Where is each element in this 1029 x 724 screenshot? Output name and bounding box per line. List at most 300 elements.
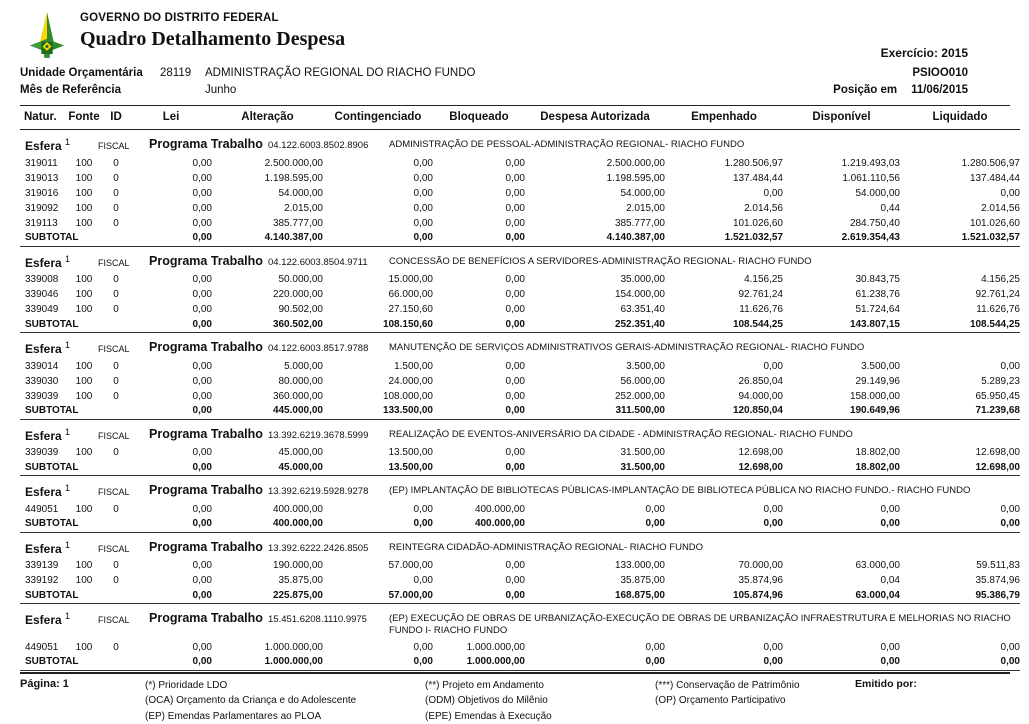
subtotal-label: SUBTOTAL: [20, 589, 130, 604]
cell-natureza: 319092: [20, 201, 66, 216]
section-header-row: [20, 246, 1020, 273]
column-header-row: [20, 106, 1020, 130]
table-row: [20, 446, 1020, 461]
cell-fonte: 100: [66, 216, 102, 231]
cell-value: 133.000,00: [525, 559, 665, 574]
cell-id: 0: [102, 303, 130, 318]
cell-id: 0: [102, 502, 130, 517]
section-header-row: [20, 419, 1020, 446]
cell-value: 0,00: [130, 156, 212, 171]
cell-value: 61.238,76: [783, 288, 900, 303]
subtotal-label: SUBTOTAL: [20, 404, 130, 419]
cell-value: 5.000,00: [212, 359, 323, 374]
subtotal-value: 0,00: [130, 461, 212, 476]
subtotal-value: 4.140.387,00: [525, 231, 665, 246]
esfera-label: Esfera $^1$: [25, 254, 98, 270]
cell-fonte: 100: [66, 374, 102, 389]
subtotal-value: 0,00: [433, 318, 525, 333]
programa-trabalho-label: Programa Trabalho: [149, 611, 268, 625]
subtotal-value: 0,00: [433, 231, 525, 246]
cell-value: 65.950,45: [900, 389, 1020, 404]
programa-description: (EP) IMPLANTAÇÃO DE BIBLIOTECAS PÚBLICAS-IMPLANTAÇÃO DE BIBLIOTECA PÚBLICA NO RIACHO FUNDO.- RIACHO FUNDO: [389, 483, 1020, 497]
subtotal-value: 0,00: [783, 517, 900, 532]
cell-value: 0,00: [665, 359, 783, 374]
legend-item: (*) Prioridade LDO: [145, 678, 425, 694]
esfera-type: FISCAL: [98, 611, 149, 627]
legend-item: (OCA) Orçamento da Criança e do Adolescente: [145, 693, 425, 709]
column-header-id: ID: [102, 106, 130, 130]
table-row: [20, 156, 1020, 171]
cell-value: 11.626,76: [665, 303, 783, 318]
cell-value: 12.698,00: [665, 446, 783, 461]
cell-value: 0,00: [130, 186, 212, 201]
cell-natureza: 339192: [20, 574, 66, 589]
cell-id: 0: [102, 201, 130, 216]
subtotal-value: 445.000,00: [212, 404, 323, 419]
cell-value: 2.015,00: [525, 201, 665, 216]
subtotal-value: 120.850,04: [665, 404, 783, 419]
section-header-row: [20, 333, 1020, 360]
report-meta: [20, 65, 1010, 99]
cell-value: 94.000,00: [665, 389, 783, 404]
cell-value: 2.014,56: [900, 201, 1020, 216]
legend-item: (**) Projeto em Andamento: [425, 678, 655, 694]
cell-fonte: 100: [66, 502, 102, 517]
subtotal-value: 0,00: [665, 655, 783, 670]
table-row: [20, 186, 1020, 201]
programa-description: CONCESSÃO DE BENEFÍCIOS A SERVIDORES-ADMINISTRAÇÃO REGIONAL- RIACHO FUNDO: [389, 254, 1020, 268]
cell-value: 0,04: [783, 574, 900, 589]
column-header-empenhado: Empenhado: [665, 106, 783, 130]
subtotal-label: SUBTOTAL: [20, 655, 130, 670]
subtotal-value: 0,00: [665, 517, 783, 532]
subtotal-value: 4.140.387,00: [212, 231, 323, 246]
emitted-by-label: Emitido por:: [855, 678, 917, 724]
cell-value: 2.014,56: [665, 201, 783, 216]
cell-fonte: 100: [66, 201, 102, 216]
cell-value: 0,00: [323, 156, 433, 171]
esfera-label: Esfera $^1$: [25, 137, 98, 153]
subtotal-value: 12.698,00: [665, 461, 783, 476]
table-row: [20, 201, 1020, 216]
cell-value: 0,00: [323, 502, 433, 517]
table-row: [20, 303, 1020, 318]
cell-value: 0,00: [433, 186, 525, 201]
cell-value: 56.000,00: [525, 374, 665, 389]
subtotal-value: 400.000,00: [212, 517, 323, 532]
programa-description: (EP) EXECUÇÃO DE OBRAS DE URBANIZAÇÃO-EXECUÇÃO DE OBRAS DE URBANIZAÇÃO INFRAESTRUTURA E MELHORIAS NO RIACHO FUNDO I- RIACHO FUNDO: [389, 611, 1020, 637]
cell-value: 0,00: [433, 171, 525, 186]
subtotal-value: 0,00: [783, 655, 900, 670]
cell-value: 0,00: [130, 374, 212, 389]
cell-value: 0,00: [433, 216, 525, 231]
esfera-value: 1: [65, 483, 70, 493]
cell-value: 31.500,00: [525, 446, 665, 461]
budget-table-wrap: [20, 105, 1010, 671]
cell-id: 0: [102, 273, 130, 288]
cell-value: 0,00: [665, 640, 783, 655]
cell-value: 90.502,00: [212, 303, 323, 318]
subtotal-value: 57.000,00: [323, 589, 433, 604]
subtotal-value: 0,00: [130, 655, 212, 670]
cell-value: 0,00: [900, 359, 1020, 374]
cell-natureza: 449051: [20, 640, 66, 655]
programa-description: REALIZAÇÃO DE EVENTOS-ANIVERSÁRIO DA CIDADE - ADMINISTRAÇÃO REGIONAL- RIACHO FUNDO: [389, 427, 1020, 441]
subtotal-value: 1.000.000,00: [212, 655, 323, 670]
cell-id: 0: [102, 216, 130, 231]
cell-value: 4.156,25: [665, 273, 783, 288]
subtotal-value: 2.619.354,43: [783, 231, 900, 246]
unit-label: Unidade Orçamentária: [20, 65, 160, 82]
cell-value: 190.000,00: [212, 559, 323, 574]
report-title: Quadro Detalhamento Despesa: [80, 28, 881, 51]
cell-value: 252.000,00: [525, 389, 665, 404]
cell-value: 1.000.000,00: [433, 640, 525, 655]
cell-natureza: 339039: [20, 389, 66, 404]
cell-value: 400.000,00: [433, 502, 525, 517]
cell-id: 0: [102, 156, 130, 171]
subtotal-row: [20, 318, 1020, 333]
cell-value: 3.500,00: [525, 359, 665, 374]
subtotal-value: 0,00: [433, 404, 525, 419]
cell-value: 4.156,25: [900, 273, 1020, 288]
cell-value: 101.026,60: [900, 216, 1020, 231]
cell-value: 70.000,00: [665, 559, 783, 574]
subtotal-row: [20, 231, 1020, 246]
subtotal-value: 133.500,00: [323, 404, 433, 419]
subtotal-value: 0,00: [900, 655, 1020, 670]
esfera-value: 1: [65, 427, 70, 437]
cell-value: 1.000.000,00: [212, 640, 323, 655]
table-row: [20, 288, 1020, 303]
cell-value: 0,00: [783, 640, 900, 655]
subtotal-value: 12.698,00: [900, 461, 1020, 476]
subtotal-value: 13.500,00: [323, 461, 433, 476]
page-label: Página:: [20, 678, 60, 690]
report-footer: [20, 672, 1010, 724]
subtotal-row: [20, 404, 1020, 419]
programa-trabalho-label: Programa Trabalho: [149, 427, 268, 441]
cell-value: 220.000,00: [212, 288, 323, 303]
subtotal-value: 0,00: [525, 517, 665, 532]
subtotal-value: 31.500,00: [525, 461, 665, 476]
subtotal-value: 0,00: [433, 589, 525, 604]
table-row: [20, 171, 1020, 186]
cell-value: 35.000,00: [525, 273, 665, 288]
cell-value: 0,00: [130, 559, 212, 574]
cell-fonte: 100: [66, 359, 102, 374]
cell-value: 29.149,96: [783, 374, 900, 389]
programa-code: 04.122.6003.8517.9788: [268, 340, 389, 356]
cell-value: 0,00: [323, 640, 433, 655]
legend-column-3: [655, 678, 855, 724]
cell-natureza: 319011: [20, 156, 66, 171]
cell-value: 0,00: [323, 574, 433, 589]
cell-id: 0: [102, 559, 130, 574]
cell-value: 15.000,00: [323, 273, 433, 288]
cell-value: 154.000,00: [525, 288, 665, 303]
cell-value: 385.777,00: [525, 216, 665, 231]
legend-item: (ODM) Objetivos do Milênio: [425, 693, 655, 709]
programa-code: 13.392.6219.5928.9278: [268, 483, 389, 499]
subtotal-row: [20, 461, 1020, 476]
cell-value: 0,00: [130, 171, 212, 186]
cell-value: 0,00: [323, 171, 433, 186]
month-value: Junho: [205, 82, 236, 99]
cell-value: 24.000,00: [323, 374, 433, 389]
cell-value: 0,00: [130, 574, 212, 589]
cell-id: 0: [102, 288, 130, 303]
column-header-dispon-vel: Disponível: [783, 106, 900, 130]
cell-value: 0,00: [525, 502, 665, 517]
cell-natureza: 319013: [20, 171, 66, 186]
cell-natureza: 339039: [20, 446, 66, 461]
cell-value: 0,00: [525, 640, 665, 655]
subtotal-value: 105.874,96: [665, 589, 783, 604]
subtotal-label: SUBTOTAL: [20, 517, 130, 532]
column-header-contingenciado: Contingenciado: [323, 106, 433, 130]
gdf-crest-icon: [28, 10, 66, 62]
column-header-bloqueado: Bloqueado: [433, 106, 525, 130]
page-value: 1: [63, 678, 69, 690]
programa-description: REINTEGRA CIDADÃO-ADMINISTRAÇÃO REGIONAL- RIACHO FUNDO: [389, 540, 1020, 554]
legend-item: (EP) Emendas Parlamentares ao PLOA: [145, 709, 425, 724]
column-header-despesa-autorizada: Despesa Autorizada: [525, 106, 665, 130]
cell-natureza: 339008: [20, 273, 66, 288]
programa-trabalho-label: Programa Trabalho: [149, 340, 268, 354]
cell-id: 0: [102, 574, 130, 589]
subtotal-value: 0,00: [323, 655, 433, 670]
cell-fonte: 100: [66, 640, 102, 655]
cell-value: 0,00: [433, 288, 525, 303]
esfera-value: 1: [65, 137, 70, 147]
subtotal-value: 0,00: [130, 231, 212, 246]
cell-value: 0,00: [433, 574, 525, 589]
cell-value: 2.500.000,00: [212, 156, 323, 171]
subtotal-value: 63.000,04: [783, 589, 900, 604]
exercise-year: Exercício: 2015: [881, 8, 1010, 60]
cell-value: 92.761,24: [665, 288, 783, 303]
subtotal-value: 108.150,60: [323, 318, 433, 333]
cell-value: 35.874,96: [665, 574, 783, 589]
cell-value: 2.015,00: [212, 201, 323, 216]
cell-value: 0,00: [323, 186, 433, 201]
cell-value: 108.000,00: [323, 389, 433, 404]
programa-code: 04.122.6003.8502.8906: [268, 137, 389, 153]
subtotal-value: 1.521.032,57: [665, 231, 783, 246]
cell-value: 284.750,40: [783, 216, 900, 231]
subtotal-value: 143.807,15: [783, 318, 900, 333]
subtotal-value: 71.239,68: [900, 404, 1020, 419]
cell-value: 35.874,96: [900, 574, 1020, 589]
cell-fonte: 100: [66, 559, 102, 574]
subtotal-value: 0,00: [900, 517, 1020, 532]
cell-value: 0,00: [900, 640, 1020, 655]
cell-value: 63.351,40: [525, 303, 665, 318]
esfera-value: 1: [65, 340, 70, 350]
section-header-row: [20, 130, 1020, 157]
cell-id: 0: [102, 640, 130, 655]
cell-value: 92.761,24: [900, 288, 1020, 303]
table-row: [20, 559, 1020, 574]
subtotal-value: 168.875,00: [525, 589, 665, 604]
legend-item: (EPE) Emendas à Execução: [425, 709, 655, 724]
cell-value: 3.500,00: [783, 359, 900, 374]
cell-value: 54.000,00: [212, 186, 323, 201]
programa-trabalho-label: Programa Trabalho: [149, 254, 268, 268]
cell-value: 360.000,00: [212, 389, 323, 404]
cell-fonte: 100: [66, 446, 102, 461]
position-value: 11/06/2015: [911, 84, 968, 96]
cell-fonte: 100: [66, 273, 102, 288]
cell-value: 0,00: [433, 559, 525, 574]
cell-value: 0,00: [130, 389, 212, 404]
subtotal-value: 0,00: [130, 517, 212, 532]
cell-value: 1.280.506,97: [900, 156, 1020, 171]
section-header-row: [20, 604, 1020, 641]
cell-value: 2.500.000,00: [525, 156, 665, 171]
cell-value: 1.061.110,56: [783, 171, 900, 186]
budget-table: [20, 106, 1020, 671]
subtotal-value: 400.000,00: [433, 517, 525, 532]
cell-value: 0,00: [130, 446, 212, 461]
cell-value: 1.500,00: [323, 359, 433, 374]
table-row: [20, 640, 1020, 655]
esfera-label: Esfera $^1$: [25, 340, 98, 356]
subtotal-value: 0,00: [433, 461, 525, 476]
cell-fonte: 100: [66, 171, 102, 186]
esfera-label: Esfera $^1$: [25, 483, 98, 499]
column-header-altera-o: Alteração: [212, 106, 323, 130]
cell-value: 0,00: [665, 502, 783, 517]
cell-value: 0,00: [665, 186, 783, 201]
cell-value: 0,00: [433, 446, 525, 461]
report-code: PSIOO010: [912, 65, 1010, 82]
cell-fonte: 100: [66, 574, 102, 589]
subtotal-row: [20, 517, 1020, 532]
page-number: [20, 678, 145, 724]
esfera-value: 1: [65, 540, 70, 550]
subtotal-value: 1.000.000,00: [433, 655, 525, 670]
programa-trabalho-label: Programa Trabalho: [149, 137, 268, 151]
cell-value: 0,00: [130, 216, 212, 231]
cell-id: 0: [102, 374, 130, 389]
subtotal-value: 0,00: [323, 231, 433, 246]
subtotal-value: 0,00: [130, 318, 212, 333]
cell-value: 5.289,23: [900, 374, 1020, 389]
cell-fonte: 100: [66, 303, 102, 318]
table-row: [20, 273, 1020, 288]
subtotal-row: [20, 589, 1020, 604]
cell-natureza: 339049: [20, 303, 66, 318]
cell-value: 27.150,60: [323, 303, 433, 318]
cell-value: 13.500,00: [323, 446, 433, 461]
cell-value: 0,00: [130, 359, 212, 374]
cell-value: 50.000,00: [212, 273, 323, 288]
cell-value: 51.724,64: [783, 303, 900, 318]
subtotal-label: SUBTOTAL: [20, 231, 130, 246]
esfera-type: FISCAL: [98, 340, 149, 356]
cell-value: 0,00: [433, 389, 525, 404]
cell-value: 0,00: [130, 201, 212, 216]
subtotal-value: 0,00: [323, 517, 433, 532]
programa-description: ADMINISTRAÇÃO DE PESSOAL-ADMINISTRAÇÃO REGIONAL- RIACHO FUNDO: [389, 137, 1020, 151]
report-header: [20, 8, 1010, 62]
esfera-type: FISCAL: [98, 254, 149, 270]
column-header-liquidado: Liquidado: [900, 106, 1020, 130]
legend-item: (OP) Orçamento Participativo: [655, 693, 855, 709]
cell-value: 1.280.506,97: [665, 156, 783, 171]
section-header-row: [20, 476, 1020, 503]
cell-value: 35.875,00: [212, 574, 323, 589]
cell-value: 158.000,00: [783, 389, 900, 404]
column-header-lei: Lei: [130, 106, 212, 130]
cell-value: 1.198.595,00: [212, 171, 323, 186]
cell-id: 0: [102, 389, 130, 404]
cell-value: 137.484,44: [900, 171, 1020, 186]
subtotal-value: 311.500,00: [525, 404, 665, 419]
cell-value: 59.511,83: [900, 559, 1020, 574]
cell-value: 0,00: [900, 502, 1020, 517]
table-row: [20, 216, 1020, 231]
table-row: [20, 502, 1020, 517]
subtotal-row: [20, 655, 1020, 670]
table-row: [20, 389, 1020, 404]
subtotal-value: 95.386,79: [900, 589, 1020, 604]
cell-value: 0,00: [130, 303, 212, 318]
legend-column-1: [145, 678, 425, 724]
legend-item: (***) Conservação de Patrimônio: [655, 678, 855, 694]
cell-value: 66.000,00: [323, 288, 433, 303]
cell-value: 0,00: [323, 216, 433, 231]
table-row: [20, 374, 1020, 389]
cell-natureza: 339139: [20, 559, 66, 574]
cell-value: 30.843,75: [783, 273, 900, 288]
cell-value: 1.219.493,03: [783, 156, 900, 171]
esfera-value: 1: [65, 611, 70, 621]
unit-name: ADMINISTRAÇÃO REGIONAL DO RIACHO FUNDO: [205, 65, 476, 82]
cell-value: 18.802,00: [783, 446, 900, 461]
esfera-label: Esfera $^1$: [25, 427, 98, 443]
subtotal-label: SUBTOTAL: [20, 461, 130, 476]
cell-value: 137.484,44: [665, 171, 783, 186]
programa-code: 15.451.6208.1110.9975: [268, 611, 389, 627]
cell-value: 45.000,00: [212, 446, 323, 461]
column-header-fonte: Fonte: [66, 106, 102, 130]
cell-fonte: 100: [66, 156, 102, 171]
legend-column-2: [425, 678, 655, 724]
subtotal-value: 45.000,00: [212, 461, 323, 476]
cell-value: 1.198.595,00: [525, 171, 665, 186]
cell-natureza: 319113: [20, 216, 66, 231]
cell-value: 101.026,60: [665, 216, 783, 231]
cell-id: 0: [102, 171, 130, 186]
cell-value: 80.000,00: [212, 374, 323, 389]
esfera-type: FISCAL: [98, 540, 149, 556]
cell-value: 400.000,00: [212, 502, 323, 517]
cell-natureza: 339030: [20, 374, 66, 389]
cell-value: 0,00: [433, 359, 525, 374]
cell-value: 35.875,00: [525, 574, 665, 589]
cell-value: 11.626,76: [900, 303, 1020, 318]
cell-natureza: 319016: [20, 186, 66, 201]
cell-value: 0,00: [130, 273, 212, 288]
cell-fonte: 100: [66, 288, 102, 303]
esfera-type: FISCAL: [98, 483, 149, 499]
subtotal-value: 108.544,25: [900, 318, 1020, 333]
unit-code: 28119: [160, 65, 205, 82]
cell-value: 12.698,00: [900, 446, 1020, 461]
